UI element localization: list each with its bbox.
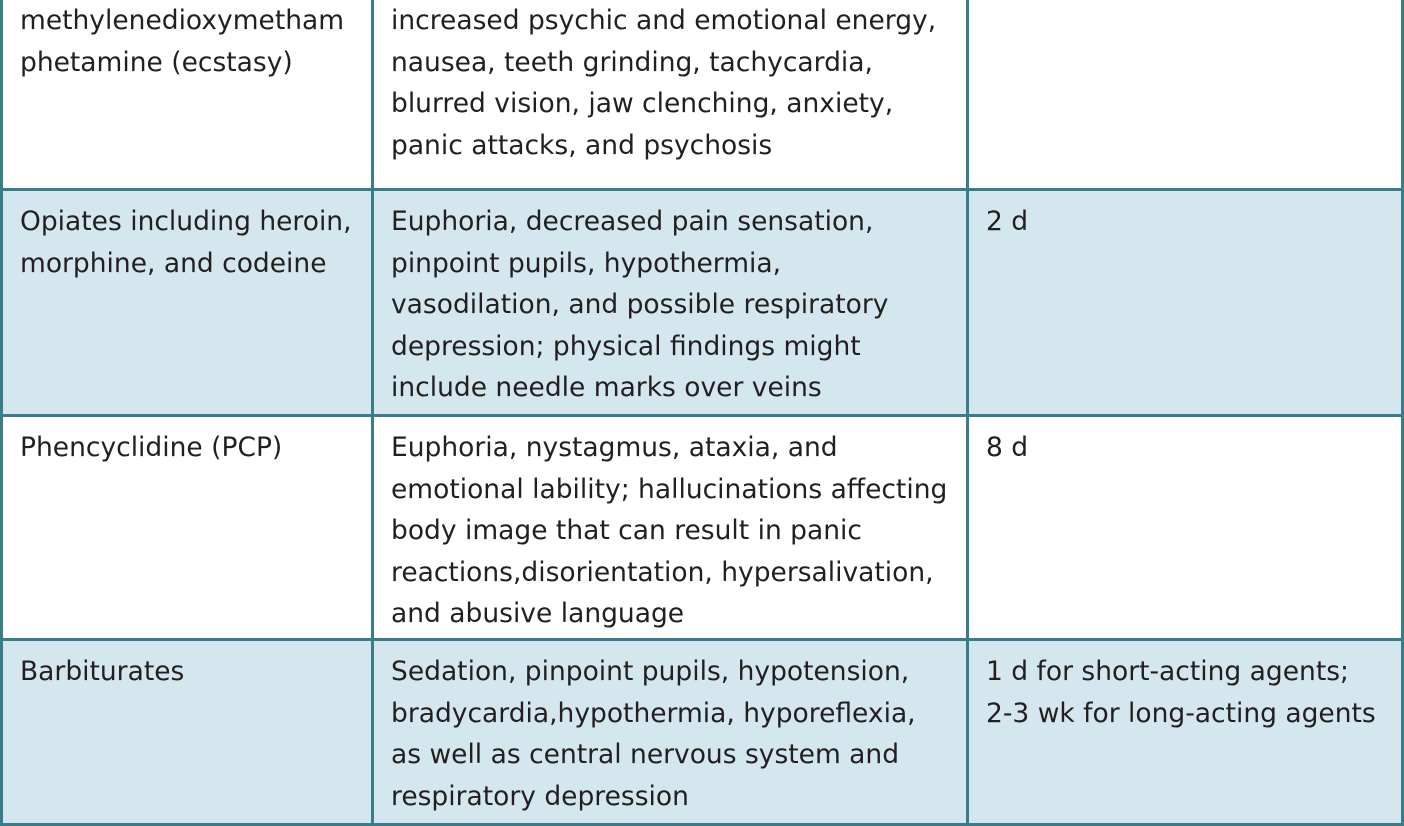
effects-text: Sedation, pinpoint pupils, hypotension, bradycardia,hypothermia, hyporeflexia, as well as central nervous system and respiratory depression [391,656,916,812]
detection-cell [966,0,1401,188]
detection-text: 1 d for short-acting agents; 2-3 wk for long-acting agents [986,656,1376,729]
drug-name: Phencyclidine (PCP) [20,432,283,463]
drug-name: Barbiturates [20,656,185,687]
effects-cell [371,417,966,638]
drug-name-cell [3,0,371,188]
drug-name-cell [3,641,371,823]
effects-cell [371,191,966,414]
effects-cell [371,0,966,188]
drug-name-cell [3,191,371,414]
table-row [3,641,1401,823]
table-row [3,417,1401,641]
table-row [3,0,1401,191]
effects-text: Euphoria, decreased pain sensation, pinpoint pupils, hypothermia, vasodilation, and possible respiratory depression; physical findings might include needle marks over veins [391,206,889,403]
detection-text: 8 d [986,432,1029,463]
effects-text: Euphoria, nystagmus, ataxia, and emotional lability; hallucinations affecting body image that can result in panic reactions,disorientation, hypersalivation, and abusive language [391,432,948,629]
effects-cell [371,641,966,823]
table-row [3,191,1401,417]
drug-name-cell [3,417,371,638]
drug-name: methylenedioxymetham phetamine (ecstasy) [20,5,345,78]
detection-cell [966,191,1401,414]
detection-cell [966,417,1401,638]
effects-text: increased psychic and emotional energy, nausea, teeth grinding, tachycardia, blurred vision, jaw clenching, anxiety, panic attacks, and psychosis [391,5,937,161]
drug-name: Opiates including heroin, morphine, and codeine [20,206,352,279]
detection-text: 2 d [986,206,1029,237]
detection-cell [966,641,1401,823]
